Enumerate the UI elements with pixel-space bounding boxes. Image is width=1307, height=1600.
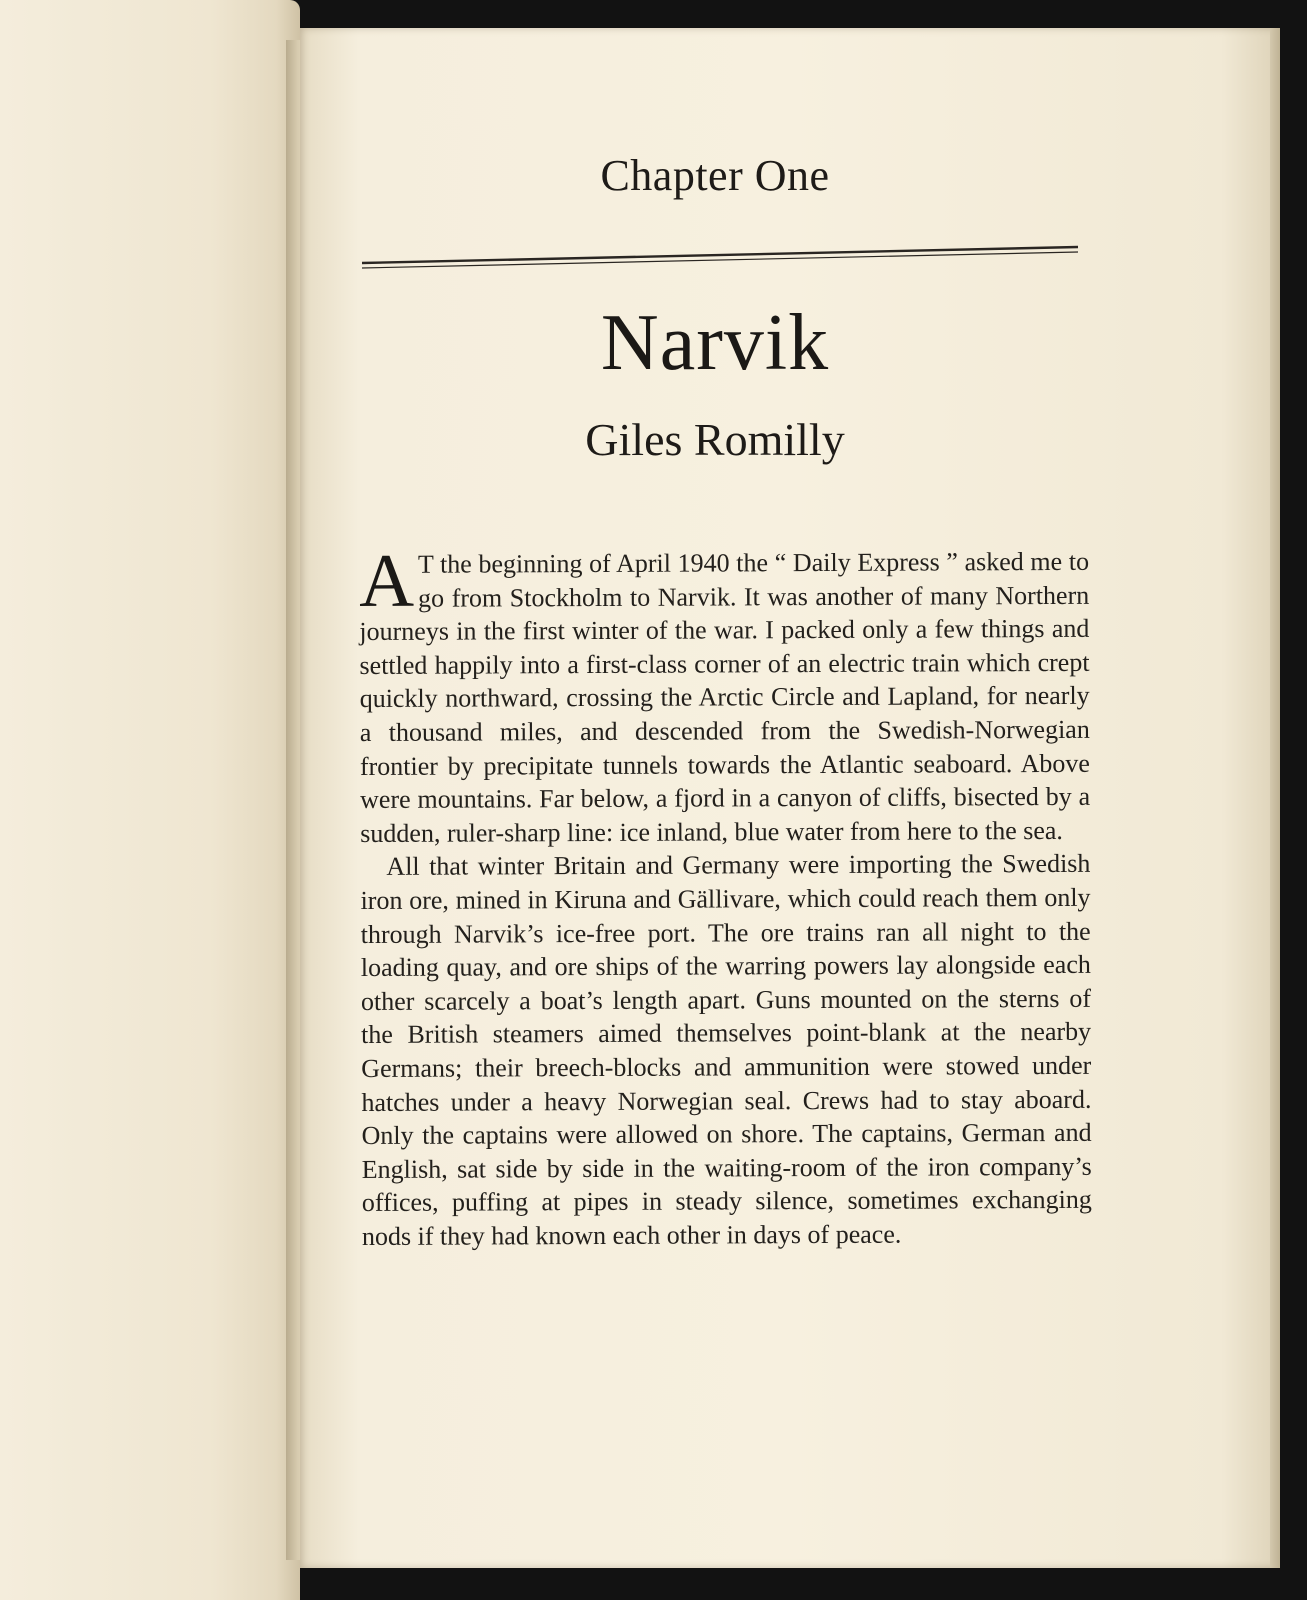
body-text [358,538,1092,1254]
paragraph-1-text: T the beginning of April 1940 the “ Daily Express ” asked me to go from Stockholm to Narvik. It was another of many Northern journeys in the first winter of the war. I packed only a few things and settled happily into a first-class corner of an electric train which crept quickly northward, crossing the Arctic Circle and Lapland, for nearly a thousand miles, and descended from the Swedish-Norwegian frontier by precipitate tunnels towards the Atlantic seaboard. Above were mountains. Far below, a fjord in a canyon of cliffs, bisected by a sudden, ruler-sharp line: ice inland, blue water from here to the sea. [359,546,1091,848]
author-name: Giles Romilly [585,414,845,465]
left-page [0,0,300,1600]
chapter-divider-rule [362,243,1078,273]
page-edge [1270,28,1280,1568]
paragraph-1 [358,538,1091,851]
drop-cap: A [358,538,415,623]
chapter-heading: Chapter One [600,151,830,200]
chapter-title: Narvik [600,299,830,387]
paragraph-2: All that winter Britain and Germany were importing the Swedish iron ore, mined in Kiruna and Gällivare, which could reach them only through Narvik’s ice-free port. The ore trains ran all night to the loading quay, and ore ships of the warring powers lay alongside each other scarcely a boat’s length apart. Guns mounted on the sterns of the British steamers aimed themselves point-blank at the nearby Germans; their breech-blocks and ammunition were stowed under hatches under a heavy Norwegian seal. Crews had to stay aboard. Only the captains were allowed on shore. The captains, German and English, sat side by side in the waiting-room of the iron company’s offices, puffing at pipes in steady silence, sometimes exchanging nods if they had known each other in days of peace. [360,849,1092,1251]
